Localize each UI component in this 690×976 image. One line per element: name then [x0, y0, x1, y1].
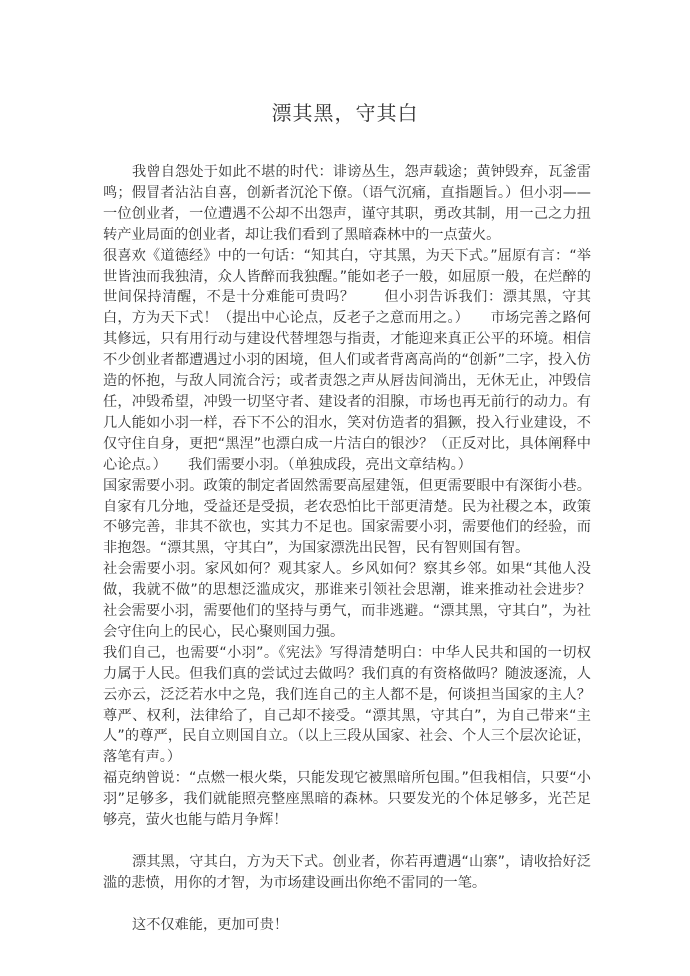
paragraph-self: 我们自己，也需要“小羽”。《宪法》写得清楚明白：中华人民共和国的一切权力属于人民。但我们真的尝试过去做吗？我们真的有资格做吗？随波逐流，人云亦云，泛泛若水中之凫，我们连自己的主人都不是，何谈担当国家的主人？尊严、权利，法律给了，自己却不接受。“漂其黑，守其白”，为自己带来“主人”的尊严，民自立则国自立。（以上三段从国家、社会、个人三个层次论证，落笔有声。） — [103, 644, 591, 766]
document-title: 漂其黑，守其白 — [271, 101, 419, 125]
paragraph-nation: 国家需要小羽。政策的制定者固然需要高屋建瓴，但更需要眼中有深街小巷。自家有几分地，受益还是受损，老农恐怕比干部更清楚。民为社稷之本，政策不够完善，非其不欲也，实其力不足也。国家需要小羽，需要他们的经验，而非抱怨。“漂其黑，守其白”，为国家漂洗出民智，民有智则国有智。 — [103, 477, 591, 557]
spacer — [103, 894, 591, 915]
spacer — [103, 831, 591, 852]
paragraph-thesis: 很喜欢《道德经》中的一句话：“知其白，守其黑，为天下式。”屈原有言：“举世皆浊而我独清，众人皆醉而我独醒。”能如老子一般，如屈原一般，在烂醉的世间保持清醒，不是十分难能可贵吗？ 但小羽告诉我们：漂其黑，守其白，方为天下式！（提出中心论点，反老子之意而用之。） 市场完善之路何其修远，只有用行动与建设代替埋怨与指责，才能迎来真正公平的环境。相信不少创业者都遭遇过小羽的困境，但人们或者背离高尚的“创新”二字，投入仿造的怀抱，与敌人同流合污；或者责怨之声从唇齿间淌出，无休无止，冲毁信任，冲毁希望，冲毁一切坚守者、建设者的泪腺，市场也再无前行的动力。有几人能如小羽一样，吞下不公的泪水，笑对仿造者的猖獗，投入行业建设，不仅守住自身，更把“黑涅”也漂白成一片洁白的银沙？（正反对比，具体阐释中心论点。） 我们需要小羽。（单独成段，亮出文章结构。） — [103, 247, 591, 473]
paragraph-faulkner: 福克纳曾说：“点燃一根火柴，只能发现它被黑暗所包围。”但我相信，只要“小羽”足够多，我们就能照亮整座黑暗的森林。只要发光的个体足够多，光芒足够亮，萤火也能与皓月争辉！ — [103, 770, 591, 829]
paragraph-closing: 这不仅难能，更加可贵！ — [132, 916, 289, 933]
paragraph-intro: 我曾自怨处于如此不堪的时代：诽谤丛生，怨声载途；黄钟毁弃，瓦釜雷鸣；假冒者沾沾自喜，创新者沉沦下僚。（语气沉痛，直指题旨。）但小羽——一位创业者，一位遭遇不公却不出怨声，谨守其职，勇改其制，用一己之力扭转产业局面的创业者，却让我们看到了黑暗森林中的一点萤火。 — [103, 164, 591, 243]
paragraph-society: 社会需要小羽。家风如何？观其家人。乡风如何？察其乡邻。如果“其他人没做，我就不做”的思想泛滥成灾，那谁来引领社会思潮，谁来推动社会进步？社会需要小羽，需要他们的坚持与勇气，而非逃避。“漂其黑，守其白”，为社会守住向上的民心，民心聚则国力强。 — [103, 561, 591, 640]
paragraph-conclusion: 漂其黑，守其白，方为天下式。创业者，你若再遭遇“山寨”，请收拾好泛滥的悲愤，用你的才智，为市场建设画出你绝不雷同的一笔。 — [103, 854, 591, 891]
document-body — [103, 162, 591, 936]
